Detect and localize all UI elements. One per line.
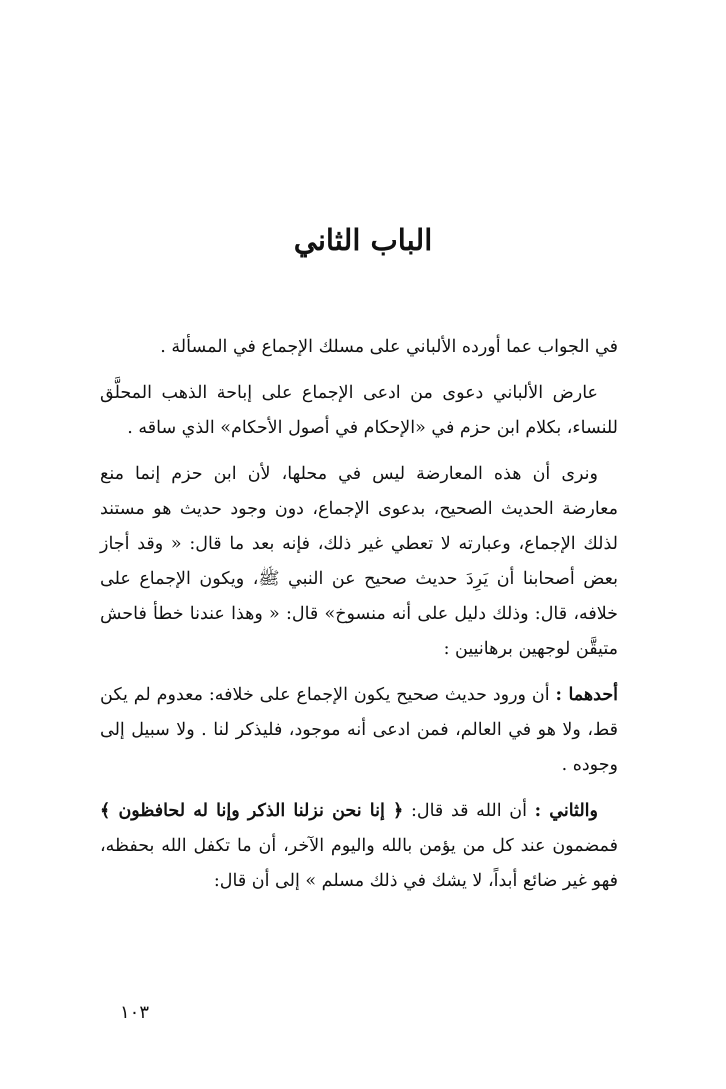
- first-reason-text: أن ورود حديث صحيح يكون الإجماع على خلافه: معدوم لم يكن قط، ولا هو في العالم، فمن ادعى أنه موجود، فليذكر لنا . ولا سبيل إلى وجوده .: [100, 685, 618, 775]
- intro-paragraph: في الجواب عما أورده الألباني على مسلك الإجماع في المسألة .: [160, 337, 618, 357]
- chapter-body: [100, 330, 618, 899]
- paragraph-response: ونرى أن هذه المعارضة ليس في محلها، لأن ابن حزم إنما منع معارضة الحديث الصحيح، بدعوى الإجماع، دون وجود حديث هو مستند لذلك الإجماع، وعبارته لا تعطي غير ذلك، فإنه بعد ما قال: « وقد أجاز بعض أصحابنا أن يَرِدَ حديث صحيح عن النبي ﷺ، ويكون الإجماع على خلافه، قال: وذلك دليل على أنه منسوخ» قال: « وهذا عندنا خطأ فاحش متيقَّن لوجهين برهانيين :: [100, 464, 618, 659]
- second-reason-continuation: فمضمون عند كل من يؤمن بالله واليوم الآخر، أن ما تكفل الله بحفظه، فهو غير ضائع أبداً، لا يشك في ذلك مسلم » إلى أن قال:: [100, 836, 618, 891]
- paragraph-objection: عارض الألباني دعوى من ادعى الإجماع على إباحة الذهب المحلَّق للنساء، بكلام ابن حزم في «الإحكام في أصول الأحكام» الذي ساقه .: [100, 383, 618, 438]
- first-reason-label: أحدهما :: [555, 685, 618, 705]
- quran-verse: ﴿ إنا نحن نزلنا الذكر وإنا له لحافظون ﴾: [100, 801, 404, 821]
- second-reason-label: والثاني :: [534, 801, 598, 821]
- second-reason-text: أن الله قد قال:: [403, 801, 535, 821]
- paragraph-first-reason: [100, 678, 618, 783]
- page-number: ١٠٣: [120, 1002, 150, 1023]
- chapter-title: الباب الثاني: [293, 223, 433, 257]
- paragraph-second-reason: [100, 794, 618, 899]
